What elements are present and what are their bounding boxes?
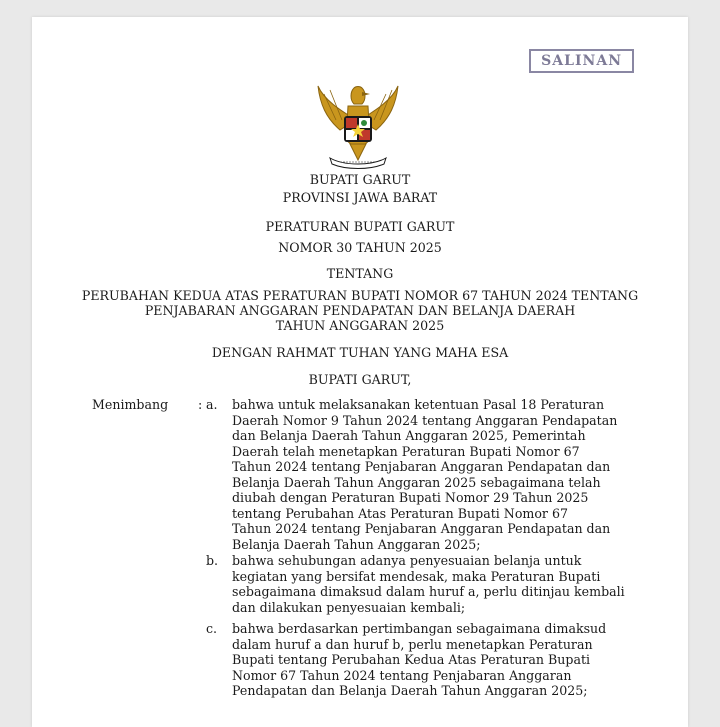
item-line: Nomor 67 Tahun 2024 tentang Penjabaran Anggaran: [232, 667, 572, 683]
subject-line: TAHUN ANGGARAN 2025: [275, 318, 445, 333]
considering-label: Menimbang: [92, 397, 169, 412]
regulation-number: NOMOR 30 TAHUN 2025: [278, 240, 442, 255]
blessing-line: DENGAN RAHMAT TUHAN YANG MAHA ESA: [211, 345, 509, 360]
item-number: b.: [206, 553, 219, 568]
salinan-stamp: SALINAN: [529, 49, 634, 73]
official-title: BUPATI GARUT: [309, 172, 411, 187]
item-line: Bupati tentang Perubahan Kedua Atas Peraturan Bupati: [232, 652, 591, 667]
item-line: Belanja Daerah Tahun Anggaran 2025;: [232, 536, 481, 552]
item-number: a.: [206, 397, 218, 412]
item-line: tentang Perubahan Atas Peraturan Bupati Nomor 67: [232, 505, 568, 521]
item-line: Pendapatan dan Belanja Daerah Tahun Anggaran 2025;: [232, 683, 588, 698]
considering-colon: :: [198, 397, 203, 412]
item-line: sebagaimana dimaksud dalam huruf a, perlu ditinjau kembali: [232, 584, 625, 599]
subject-line: PERUBAHAN KEDUA ATAS PERATURAN BUPATI NOMOR 67 TAHUN 2024 TENTANG: [81, 288, 639, 303]
item-line: Tahun 2024 tentang Penjabaran Anggaran Pendapatan dan: [232, 521, 611, 536]
subject-line: PENJABARAN ANGGARAN PENDAPATAN DAN BELANJA DAERAH: [144, 303, 576, 318]
item-text: [232, 621, 656, 699]
province-title: PROVINSI JAWA BARAT: [282, 190, 438, 205]
item-line: Belanja Daerah Tahun Anggaran 2025 sebagaimana telah: [232, 474, 601, 490]
item-line: Tahun 2024 tentang Penjabaran Anggaran Pendapatan dan: [232, 459, 611, 474]
item-line: Daerah telah menetapkan Peraturan Bupati Nomor 67: [232, 443, 580, 459]
regulation-subject: [32, 288, 688, 333]
item-text: [232, 553, 656, 615]
item-number: c.: [206, 621, 218, 636]
item-line: bahwa sehubungan adanya penyesuaian belanja untuk: [232, 553, 582, 568]
item-text: [232, 397, 656, 552]
item-line: dalam huruf a dan huruf b, perlu menetapkan Peraturan: [232, 636, 593, 652]
item-line: Daerah Nomor 9 Tahun 2024 tentang Anggaran Pendapatan: [232, 412, 618, 428]
item-line: dan dilakukan penyesuaian kembali;: [232, 599, 466, 615]
garuda-emblem-icon: [310, 80, 406, 172]
official-signoff: BUPATI GARUT,: [308, 372, 412, 387]
about-heading: TENTANG: [326, 266, 394, 281]
document-page: [32, 17, 688, 727]
regulation-title: PERATURAN BUPATI GARUT: [265, 219, 455, 234]
item-line: bahwa untuk melaksanakan ketentuan Pasal 18 Peraturan: [232, 397, 605, 412]
item-line: diubah dengan Peraturan Bupati Nomor 29 Tahun 2025: [232, 490, 589, 505]
item-line: bahwa berdasarkan pertimbangan sebagaimana dimaksud: [232, 621, 607, 636]
item-line: dan Belanja Daerah Tahun Anggaran 2025, Pemerintah: [232, 428, 586, 443]
item-line: kegiatan yang bersifat mendesak, maka Peraturan Bupati: [232, 568, 601, 584]
